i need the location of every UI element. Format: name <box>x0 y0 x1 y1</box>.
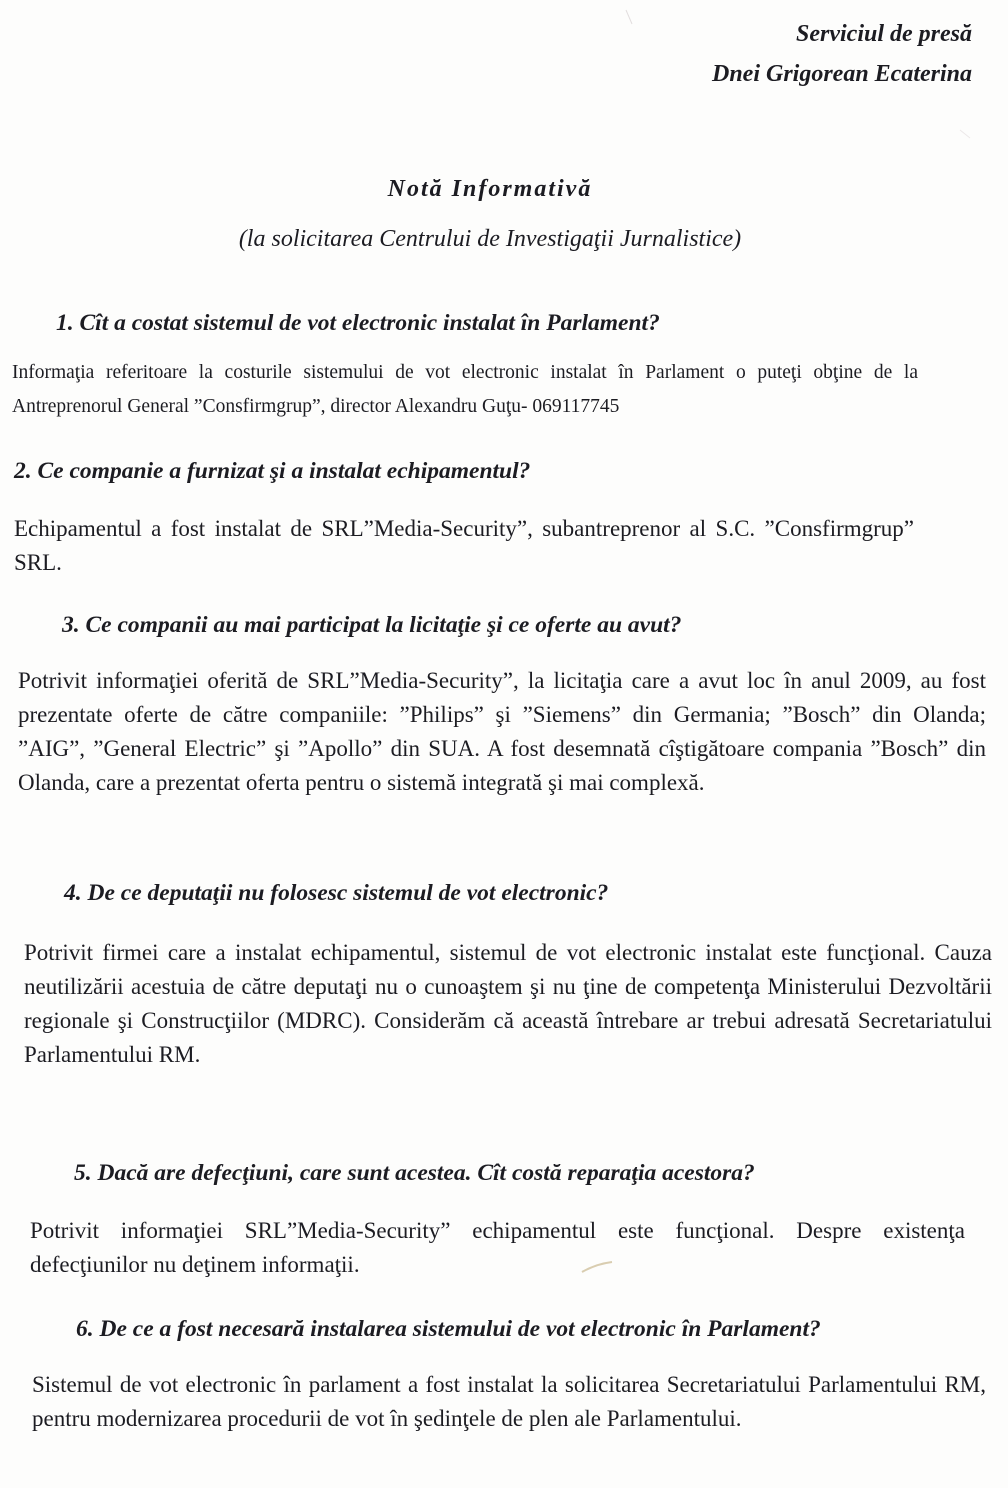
question-4: 4. De ce deputaţii nu folosesc sistemul de vot electronic? <box>64 880 609 906</box>
answer-4: Potrivit firmei care a instalat echipamentul, sistemul de vot electronic instalat este funcţional. Cauza neutilizării acestuia de către deputaţi nu o cunoaştem şi nu ţine de competenţa Ministerului Dezvoltării regionale şi Construcţiilor (MDRC). Considerăm că această întrebare ar trebui adresată Secretariatului Parlamentului RM. <box>24 940 992 1067</box>
document-title: Notă Informativă <box>387 176 593 202</box>
question-1: 1. Cît a costat sistemul de vot electronic instalat în Parlament? <box>56 310 660 336</box>
answer-5: Potrivit informaţiei SRL”Media-Security” echipamentul este funcţional. Despre existenţa defecţiunilor nu deţinem informaţii. <box>30 1218 965 1277</box>
answer-1: Informaţia referitoare la costurile sistemului de vot electronic instalat în Parlament o puteţi obţine de la Antreprenorul General ”Consfirmgrup”, director Alexandru Guţu- 069117745 <box>12 362 918 417</box>
answer-3: Potrivit informaţiei oferită de SRL”Media-Security”, la licitaţia care a avut loc în anul 2009, au fost prezentate oferte de către companiile: ”Philips” şi ”Siemens” din Germania; ”Bosch” din Olanda; ”AIG”, ”General Electric” şi ”Apollo” din SUA. A fost desemnată cîştigătoare compania ”Bosch” din Olanda, care a prezentat oferta pentru o sistemă integrată şi mai complexă. <box>18 668 986 795</box>
addressee-block <box>712 14 972 94</box>
addressee-name: Dnei Grigorean Ecaterina <box>711 61 972 87</box>
question-3: 3. Ce companii au mai participat la licitaţie şi ce oferte au avut? <box>62 612 682 638</box>
question-6: 6. De ce a fost necesară instalarea sistemului de vot electronic în Parlament? <box>76 1316 821 1342</box>
addressee-department: Serviciul de presă <box>796 21 972 47</box>
answer-2: Echipamentul a fost instalat de SRL”Media-Security”, subantreprenor al S.C. ”Consfirmgrup” SRL. <box>14 516 914 575</box>
document-subtitle: (la solicitarea Centrului de Investigaţii Jurnalistice) <box>238 226 742 252</box>
question-2: 2. Ce companie a furnizat şi a instalat echipamentul? <box>14 458 531 484</box>
answer-6: Sistemul de vot electronic în parlament a fost instalat la solicitarea Secretariatului Parlamentului RM, pentru modernizarea procedurii de vot în şedinţele de plen ale Parlamentului. <box>32 1372 986 1431</box>
question-5: 5. Dacă are defecţiuni, care sunt acestea. Cît costă reparaţia acestora? <box>74 1160 755 1186</box>
